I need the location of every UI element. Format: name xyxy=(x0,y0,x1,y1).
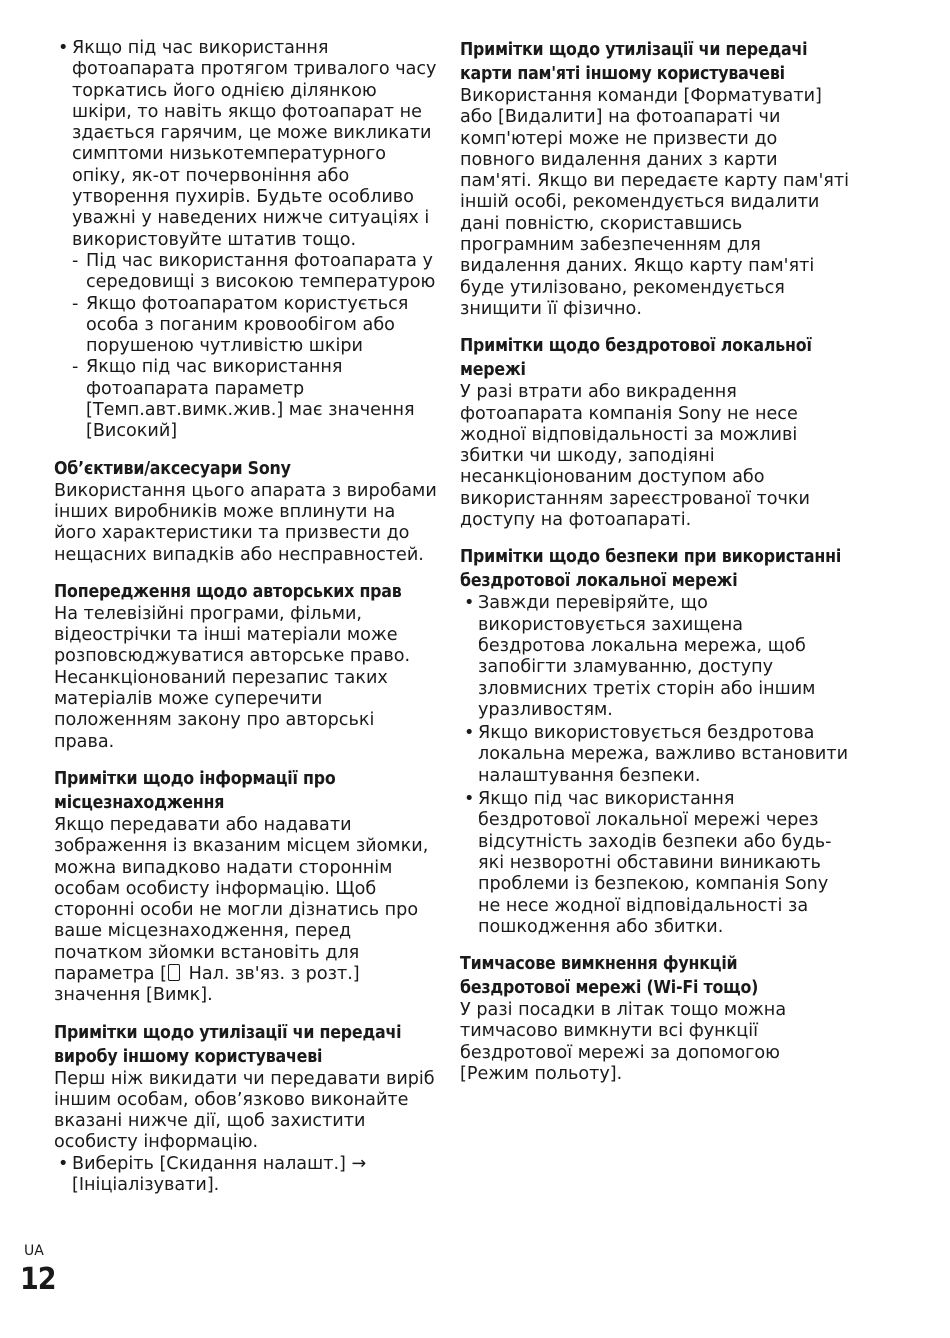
disposal-product-section xyxy=(54,1021,439,1197)
burn-bullet-list xyxy=(54,38,439,251)
burn-bullet-text: Якщо під час використання фотоапарата протягом тривалого часу торкатись його однією ділянкою шкіри, то навіть якщо фотоапарат не здається гарячим, це може викликати симптоми низькотемпературного опіку, як-от почервоніння або утворення пухирів. Будьте особливо уважні у наведених нижче ситуаціях і використовуйте штатив тощо. xyxy=(72,38,437,250)
burn-situation-item: - Якщо фотоапаратом користується особа з поганим кровообігом або порушеною чутливістю шкіри xyxy=(72,294,439,358)
wlan-security-bullet: • Якщо під час використання бездротової локальної мережі через відсутність заходів безпеки або будь-які незворотні обставини виникають проблеми із безпекою, компанія Sony не несе жодної відповідальності за пошкодження або збитки. xyxy=(460,789,850,938)
page-number: 12 xyxy=(20,1262,56,1297)
location-heading: Примітки щодо інформації про місцезнаходження xyxy=(54,768,336,813)
burn-bullet xyxy=(54,38,439,251)
burn-situation-item: - Під час використання фотоапарата у середовищі з високою температурою xyxy=(72,251,439,294)
wlan-security-heading: Примітки щодо безпеки при використанні бездротової локальної мережі xyxy=(460,547,842,592)
lenses-heading: Об’єктиви/аксесуари Sony xyxy=(54,458,291,479)
lenses-text: Використання цього апарата з виробами інших виробників може вплинути на його характеристики та призвести до нещасних випадків або несправностей. xyxy=(54,480,437,565)
wlan-security-bullet: • Якщо використовується бездротова локальна мережа, важливо встановити налаштування безпеки. xyxy=(460,723,850,787)
disposal-product-heading: Примітки щодо утилізації чи передачі виробу іншому користувачеві xyxy=(54,1022,402,1067)
right-column xyxy=(460,38,850,1099)
disable-wireless-heading: Тимчасове вимкнення функцій бездротової мережі (Wi-Fi тощо) xyxy=(460,954,759,999)
disposal-card-section xyxy=(460,38,850,320)
location-section xyxy=(54,767,439,1007)
lenses-section xyxy=(54,457,439,566)
location-text-end: Нал. зв'яз. з розт.] значення [Вимк]. xyxy=(54,963,360,1006)
disable-wireless-text: У разі посадки в літак тощо можна тимчасово вимкнути всі функції бездротової мережі за допомогою [Режим польоту]. xyxy=(460,1000,787,1084)
wlan-text: У разі втрати або викрадення фотоапарата компанія Sony не несе жодної відповідальності за можливі збитки чи шкоду, заподіяні несанкціонованим доступом або використанням зареєстрованої точки доступу на фотоапараті. xyxy=(460,382,810,531)
wlan-security-section xyxy=(460,545,850,938)
disposal-product-bullet: • Виберіть [Скидання налашт.] → [Ініціалізувати]. xyxy=(54,1154,439,1197)
location-text xyxy=(54,815,439,1007)
left-column xyxy=(54,38,439,1210)
wlan-section xyxy=(460,334,850,531)
language-code: UA xyxy=(24,1243,44,1259)
disable-wireless-section xyxy=(460,952,850,1085)
disposal-card-heading: Примітки щодо утилізації чи передачі карти пам'яті іншому користувачеві xyxy=(460,40,808,84)
wlan-security-bullet: • Завжди перевіряйте, що використовується захищена бездротова локальна мережа, щоб запобігти зламуванню, доступу зловмисних третіх сторін або іншим уразливостям. xyxy=(460,593,850,721)
page-footer xyxy=(20,1243,56,1297)
location-text-start: Якщо передавати або надавати зображення із вказаним місцем зйомки, можна випадково надати стороннім особам особисту інформацію. Щоб сторонні особи не могли дізнатись про ваше місцезнаходження, перед початком зйомки встановіть для параметра [ xyxy=(54,814,429,984)
burn-situations-list xyxy=(72,251,439,443)
copyright-section xyxy=(54,580,439,753)
burn-situation-item: - Якщо під час використання фотоапарата параметр [Темп.авт.вимк.жив.] має значення [Високий] xyxy=(72,357,439,442)
low-temp-burn-warning xyxy=(54,38,439,443)
copyright-heading: Попередження щодо авторських прав xyxy=(54,581,402,602)
disposal-product-list xyxy=(54,1154,439,1197)
smartphone-icon xyxy=(168,964,180,981)
wlan-security-list xyxy=(460,593,850,938)
wlan-heading: Примітки щодо бездротової локальної мережі xyxy=(460,336,812,381)
disposal-card-text: Використання команди [Форматувати] або [Видалити] на фотоапараті чи комп'ютері може не призвести до повного видалення даних з карти пам'яті. Якщо ви передаєте карту пам'яті іншій особі, рекомендується видалити дані повністю, скориставшись програмним забезпеченням для видалення даних. Якщо карту пам'яті буде утилізовано, рекомендується знищити її фізично. xyxy=(460,86,850,319)
copyright-text: На телевізійні програми, фільми, відеострічки та інші матеріали може розповсюджуватися авторське право. Несанкціонований перезапис таких матеріалів може суперечити положенням закону про авторські права. xyxy=(54,603,411,752)
disposal-product-text: Перш ніж викидати чи передавати виріб іншим особам, обов’язково виконайте вказані нижче дії, щоб захистити особисту інформацію. xyxy=(54,1068,435,1153)
